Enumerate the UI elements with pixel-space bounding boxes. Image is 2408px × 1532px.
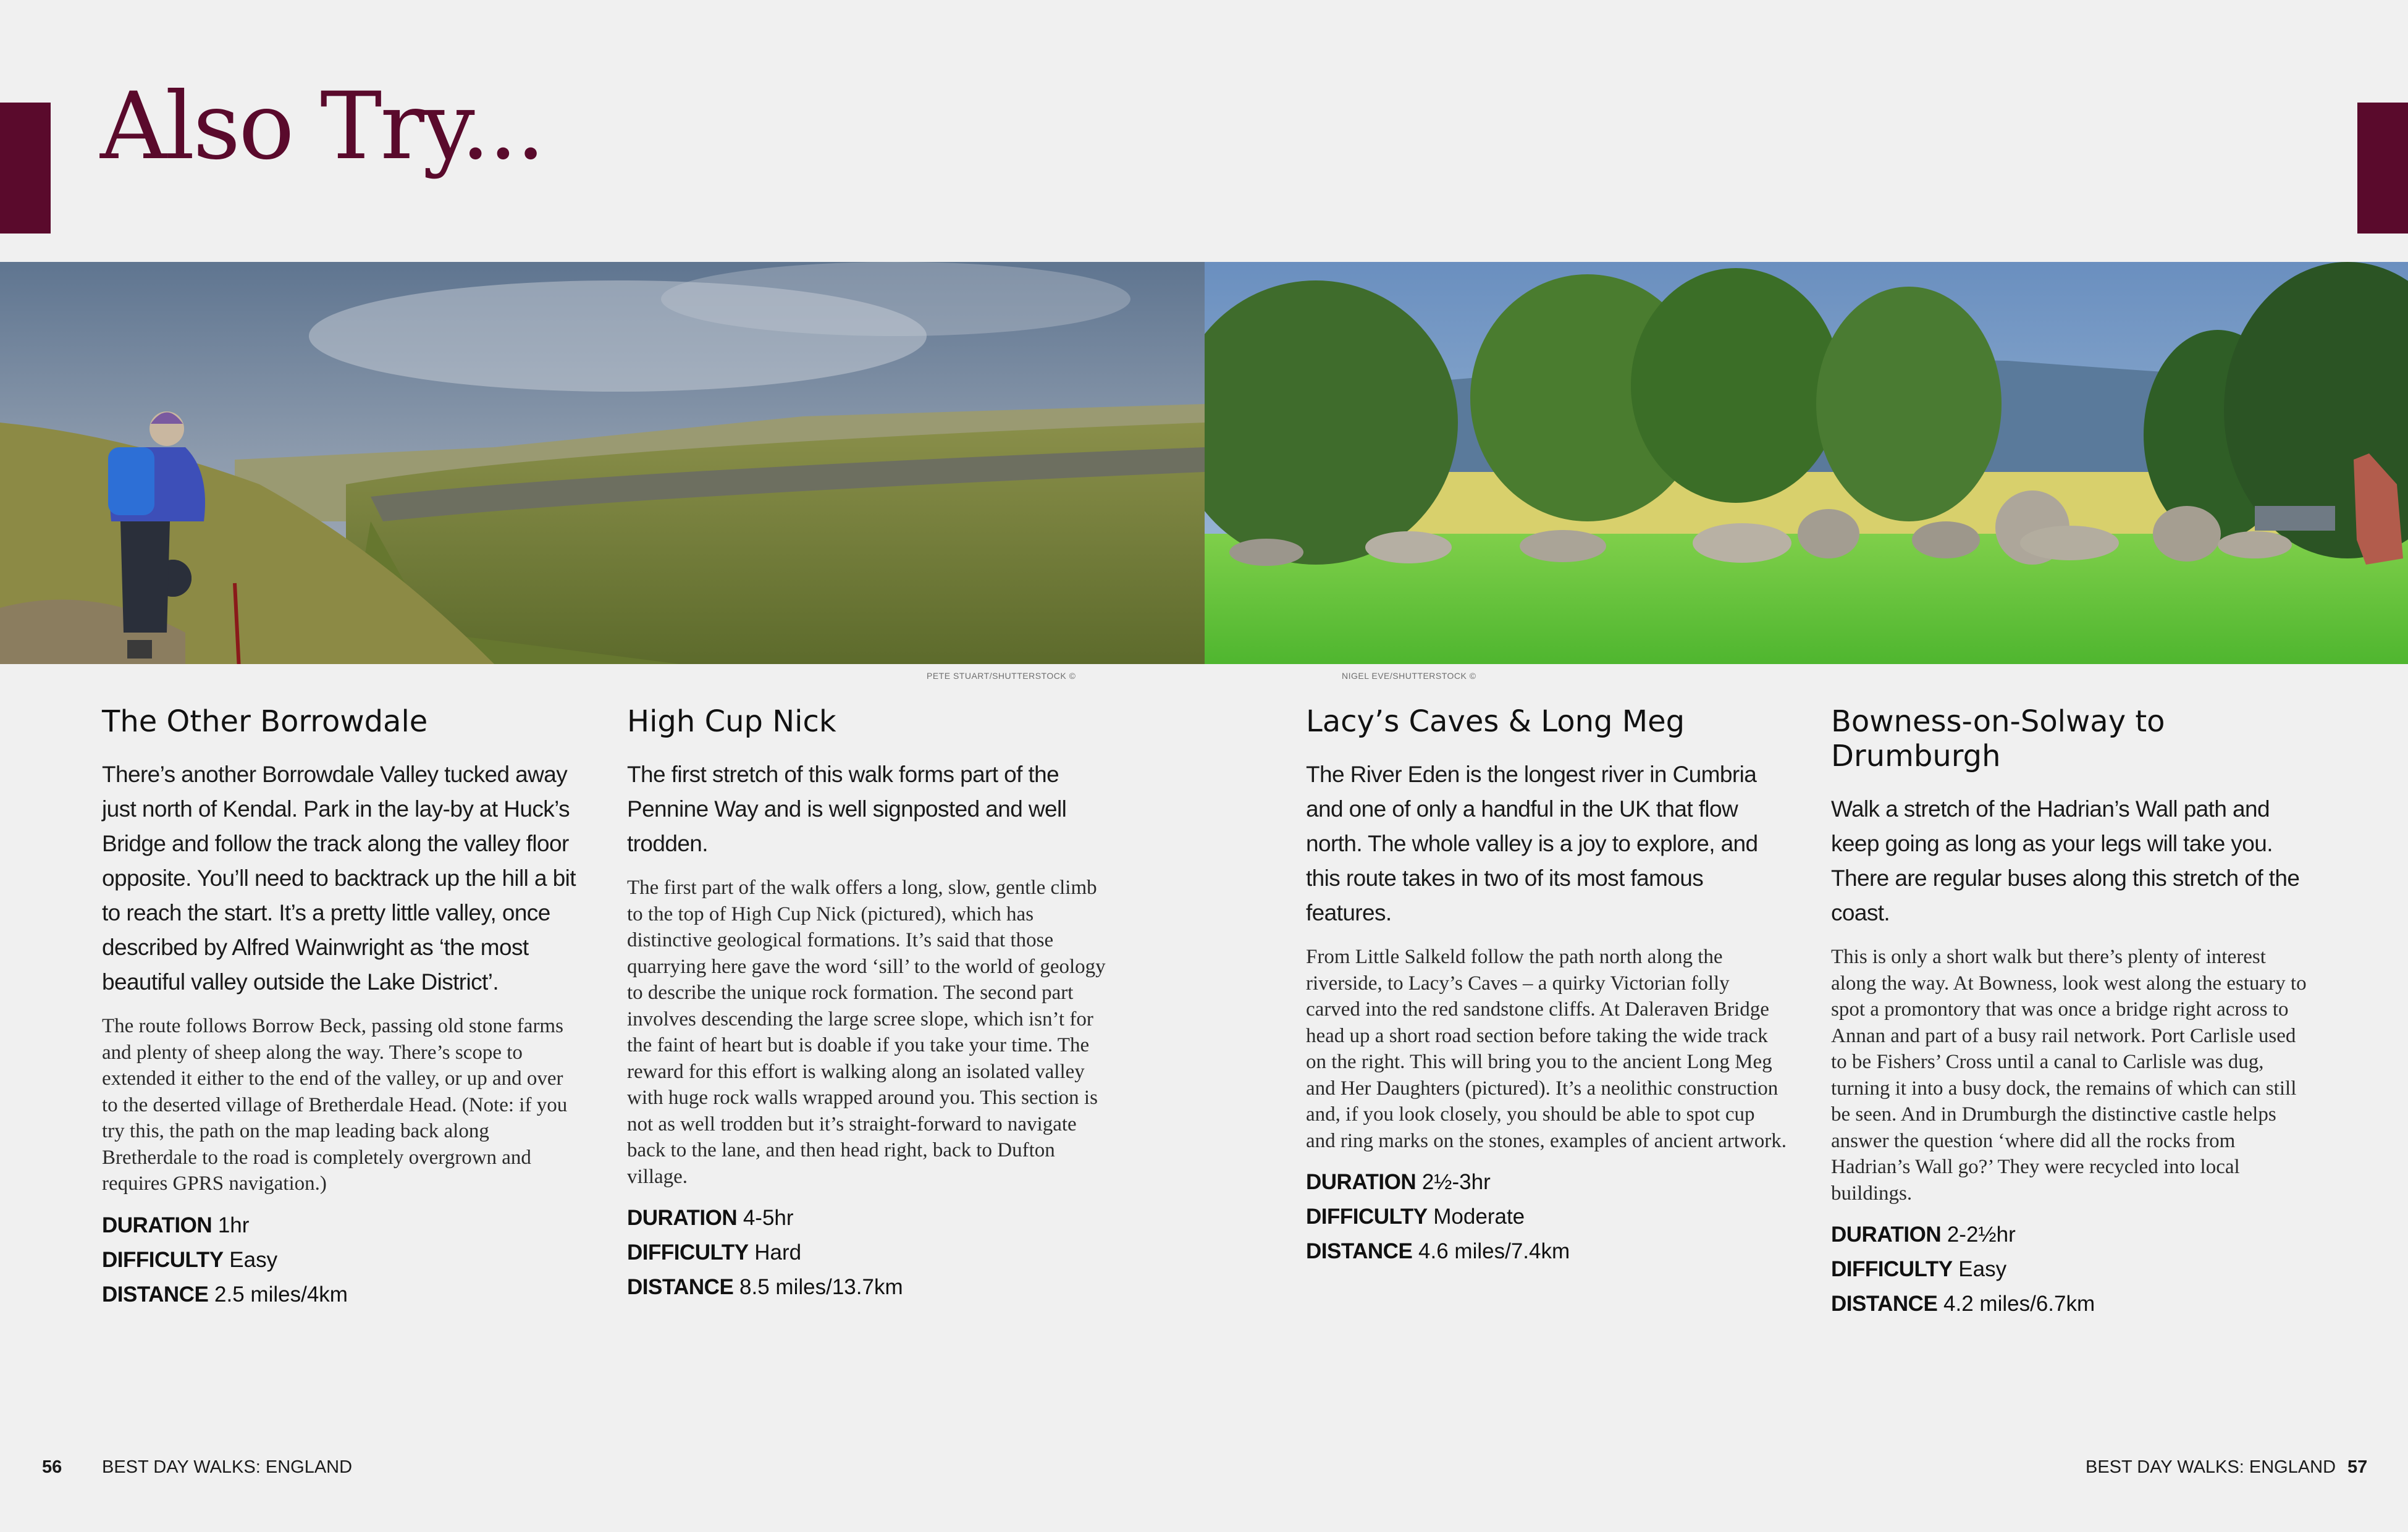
walk-duration: DURATION 2-2½hr (1831, 1223, 2016, 1247)
walk-duration: DURATION 1hr (102, 1213, 250, 1237)
page-number-right: 57 (2347, 1457, 2368, 1477)
accent-bar-right (2357, 103, 2408, 234)
walk-distance: DISTANCE 4.2 miles/6.7km (1831, 1292, 2095, 1316)
walk-title: Lacy’s Caves & Long Meg (1306, 704, 1685, 739)
walk-card-high-cup-nick (627, 704, 1109, 1305)
walk-card-lacys-caves (1306, 704, 1788, 1269)
walk-distance: DISTANCE 4.6 miles/7.4km (1306, 1239, 1570, 1263)
walk-difficulty: DIFFICULTY Easy (1831, 1257, 2007, 1281)
walk-distance: DISTANCE 8.5 miles/13.7km (627, 1275, 903, 1299)
walk-title: Bowness-on-Solway to Drumburgh (1831, 704, 2165, 773)
walk-lead: The first stretch of this walk forms part of the Pennine Way and is well signposted and well trodden. (627, 762, 1067, 856)
walk-body: From Little Salkeld follow the path north along the riverside, to Lacy’s Caves – a quirky Victorian folly carved into the red sandstone cliffs. At Daleraven Bridge head up a short road section before taking the wide track on the right. This will bring you to the ancient Long Meg and Her Daughters (pictured). It’s a neolithic construction and, if you look closely, you should be able to spot cup and ring marks on the stones, examples of ancient artwork. (1306, 946, 1787, 1152)
accent-bar-left (0, 103, 51, 234)
photo-high-cup-nick (0, 262, 1205, 664)
running-title-right: BEST DAY WALKS: ENGLAND (2086, 1457, 2336, 1477)
walk-title: The Other Borrowdale (102, 704, 428, 739)
walk-difficulty: DIFFICULTY Moderate (1306, 1205, 1525, 1229)
walk-lead: The River Eden is the longest river in Cumbria and one of only a handful in the UK that flow north. The whole valley is a joy to explore, and this route takes in two of its most famous features. (1306, 762, 1758, 925)
walk-difficulty: DIFFICULTY Easy (102, 1247, 278, 1272)
walk-card-bowness (1831, 704, 2313, 1321)
walk-lead: There’s another Borrowdale Valley tucked away just north of Kendal. Park in the lay-by at Huck’s Bridge and follow the track along the valley floor opposite. You’ll need to backtrack up the hill a bit to reach the start. It’s a pretty little valley, once described by Alfred Wainwright as ‘the most beautiful valley outside the Lake District’. (102, 762, 576, 995)
walk-body: The route follows Borrow Beck, passing old stone farms and plenty of sheep along the way. There’s scope to extended it either to the end of the valley, or up and over to the deserted village of Bretherdale Head. (Note: if you try this, the path on the map leading back along Bretherdale to the road is completely overgrown and requires GPRS navigation.) (102, 1015, 568, 1195)
walk-difficulty: DIFFICULTY Hard (627, 1240, 802, 1265)
walk-distance: DISTANCE 2.5 miles/4km (102, 1282, 348, 1307)
photo-credit-left: PETE STUART/SHUTTERSTOCK © (927, 671, 1076, 681)
photo-credit-right: NIGEL EVE/SHUTTERSTOCK © (1342, 671, 1476, 681)
walk-duration: DURATION 2½-3hr (1306, 1170, 1491, 1194)
page-headline: Also Try... (100, 73, 544, 180)
walk-duration: DURATION 4-5hr (627, 1206, 794, 1230)
photo-long-meg (1205, 262, 2408, 664)
walk-card-other-borrowdale (102, 704, 584, 1312)
walk-title: High Cup Nick (627, 704, 836, 739)
page-number-left: 56 (42, 1457, 62, 1477)
walk-body: The first part of the walk offers a long, slow, gentle climb to the top of High Cup Nick (pictured), which has distinctive geological formations. It’s said that those quarrying here gave the word ‘sill’ to the world of geology to describe the unique rock formation. The second part involves descending the large scree slope, which isn’t for the faint of heart but is doable if you take your time. The reward for this effort is walking along an isolated valley with huge rock walls wrapped around you. This section is not as well trodden but it’s straight-forward to navigate back to the lane, and then head right, back to Dufton village. (627, 877, 1106, 1188)
walk-lead: Walk a stretch of the Hadrian’s Wall path and keep going as long as your legs will take you. There are regular buses along this stretch of the coast. (1831, 796, 2300, 925)
running-title-left: BEST DAY WALKS: ENGLAND (102, 1457, 353, 1477)
walk-body: This is only a short walk but there’s plenty of interest along the way. At Bowness, look west along the estuary to spot a promontory that was once a bridge right across to Annan and part of a busy rail network. Port Carlisle used to be Fishers’ Cross until a canal to Carlisle was dug, turning it into a busy dock, the remains of which can still be seen. And in Drumburgh the distinctive castle helps answer the question ‘where did all the rocks from Hadrian’s Wall go?’ They were recycled into local buildings. (1831, 946, 2307, 1205)
